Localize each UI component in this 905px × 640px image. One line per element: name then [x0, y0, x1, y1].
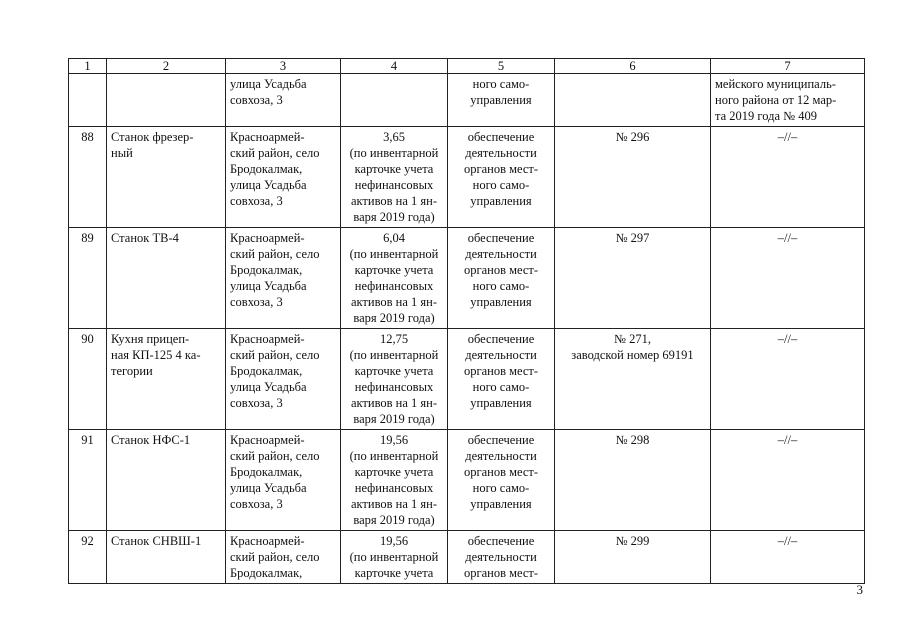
cell-inventory: № 296 — [555, 127, 711, 228]
col-header-3: 3 — [226, 59, 341, 74]
cell-basis: –//– — [711, 531, 865, 584]
cell-address: Красноармей- ский район, село Бродокалмак, улица Усадьба совхоза, 3 — [226, 127, 341, 228]
col-header-6: 6 — [555, 59, 711, 74]
cell-number: 92 — [69, 531, 107, 584]
cell-purpose: обеспечение деятельности органов мест- — [448, 531, 555, 584]
cell-value — [341, 74, 448, 127]
cell-number: 90 — [69, 329, 107, 430]
cell-inventory: № 297 — [555, 228, 711, 329]
cell-purpose: обеспечение деятельности органов мест- ного само- управления — [448, 430, 555, 531]
cell-name: Станок фрезер- ный — [107, 127, 226, 228]
cell-number — [69, 74, 107, 127]
col-header-2: 2 — [107, 59, 226, 74]
cell-name: Станок СНВШ-1 — [107, 531, 226, 584]
cell-basis: –//– — [711, 127, 865, 228]
col-header-1: 1 — [69, 59, 107, 74]
table-row — [69, 329, 865, 430]
page-number: 3 — [856, 582, 863, 597]
cell-value: 12,75 (по инвентарной карточке учета нефинансовых активов на 1 ян- варя 2019 года) — [341, 329, 448, 430]
cell-inventory — [555, 74, 711, 127]
table-row — [69, 127, 865, 228]
cell-basis: –//– — [711, 430, 865, 531]
cell-address: Красноармей- ский район, село Бродокалмак, улица Усадьба совхоза, 3 — [226, 430, 341, 531]
cell-address: Красноармей- ский район, село Бродокалмак, — [226, 531, 341, 584]
cell-address: Красноармей- ский район, село Бродокалмак, улица Усадьба совхоза, 3 — [226, 228, 341, 329]
table-row — [69, 228, 865, 329]
cell-value: 3,65 (по инвентарной карточке учета нефинансовых активов на 1 ян- варя 2019 года) — [341, 127, 448, 228]
cell-inventory: № 299 — [555, 531, 711, 584]
cell-value: 6,04 (по инвентарной карточке учета нефинансовых активов на 1 ян- варя 2019 года) — [341, 228, 448, 329]
header-row — [69, 59, 865, 74]
cell-number: 91 — [69, 430, 107, 531]
cell-basis: мейского муниципаль- ного района от 12 мар- та 2019 года № 409 — [711, 74, 865, 127]
cell-basis: –//– — [711, 228, 865, 329]
cell-value: 19,56 (по инвентарной карточке учета — [341, 531, 448, 584]
cell-address: Красноармей- ский район, село Бродокалмак, улица Усадьба совхоза, 3 — [226, 329, 341, 430]
cell-basis: –//– — [711, 329, 865, 430]
table-row — [69, 430, 865, 531]
cell-purpose: обеспечение деятельности органов мест- ного само- управления — [448, 329, 555, 430]
cell-address: улица Усадьба совхоза, 3 — [226, 74, 341, 127]
cell-purpose: ного само- управления — [448, 74, 555, 127]
cell-name: Кухня прицеп- ная КП-125 4 ка- тегории — [107, 329, 226, 430]
col-header-4: 4 — [341, 59, 448, 74]
continuation-row — [69, 74, 865, 127]
cell-name: Станок НФС-1 — [107, 430, 226, 531]
cell-value: 19,56 (по инвентарной карточке учета нефинансовых активов на 1 ян- варя 2019 года) — [341, 430, 448, 531]
cell-purpose: обеспечение деятельности органов мест- ного само- управления — [448, 228, 555, 329]
property-table — [68, 58, 865, 584]
col-header-5: 5 — [448, 59, 555, 74]
cell-number: 89 — [69, 228, 107, 329]
cell-inventory: № 271, заводской номер 69191 — [555, 329, 711, 430]
cell-purpose: обеспечение деятельности органов мест- ного само- управления — [448, 127, 555, 228]
cell-name — [107, 74, 226, 127]
cell-inventory: № 298 — [555, 430, 711, 531]
cell-name: Станок ТВ-4 — [107, 228, 226, 329]
col-header-7: 7 — [711, 59, 865, 74]
cell-number: 88 — [69, 127, 107, 228]
table-row — [69, 531, 865, 584]
